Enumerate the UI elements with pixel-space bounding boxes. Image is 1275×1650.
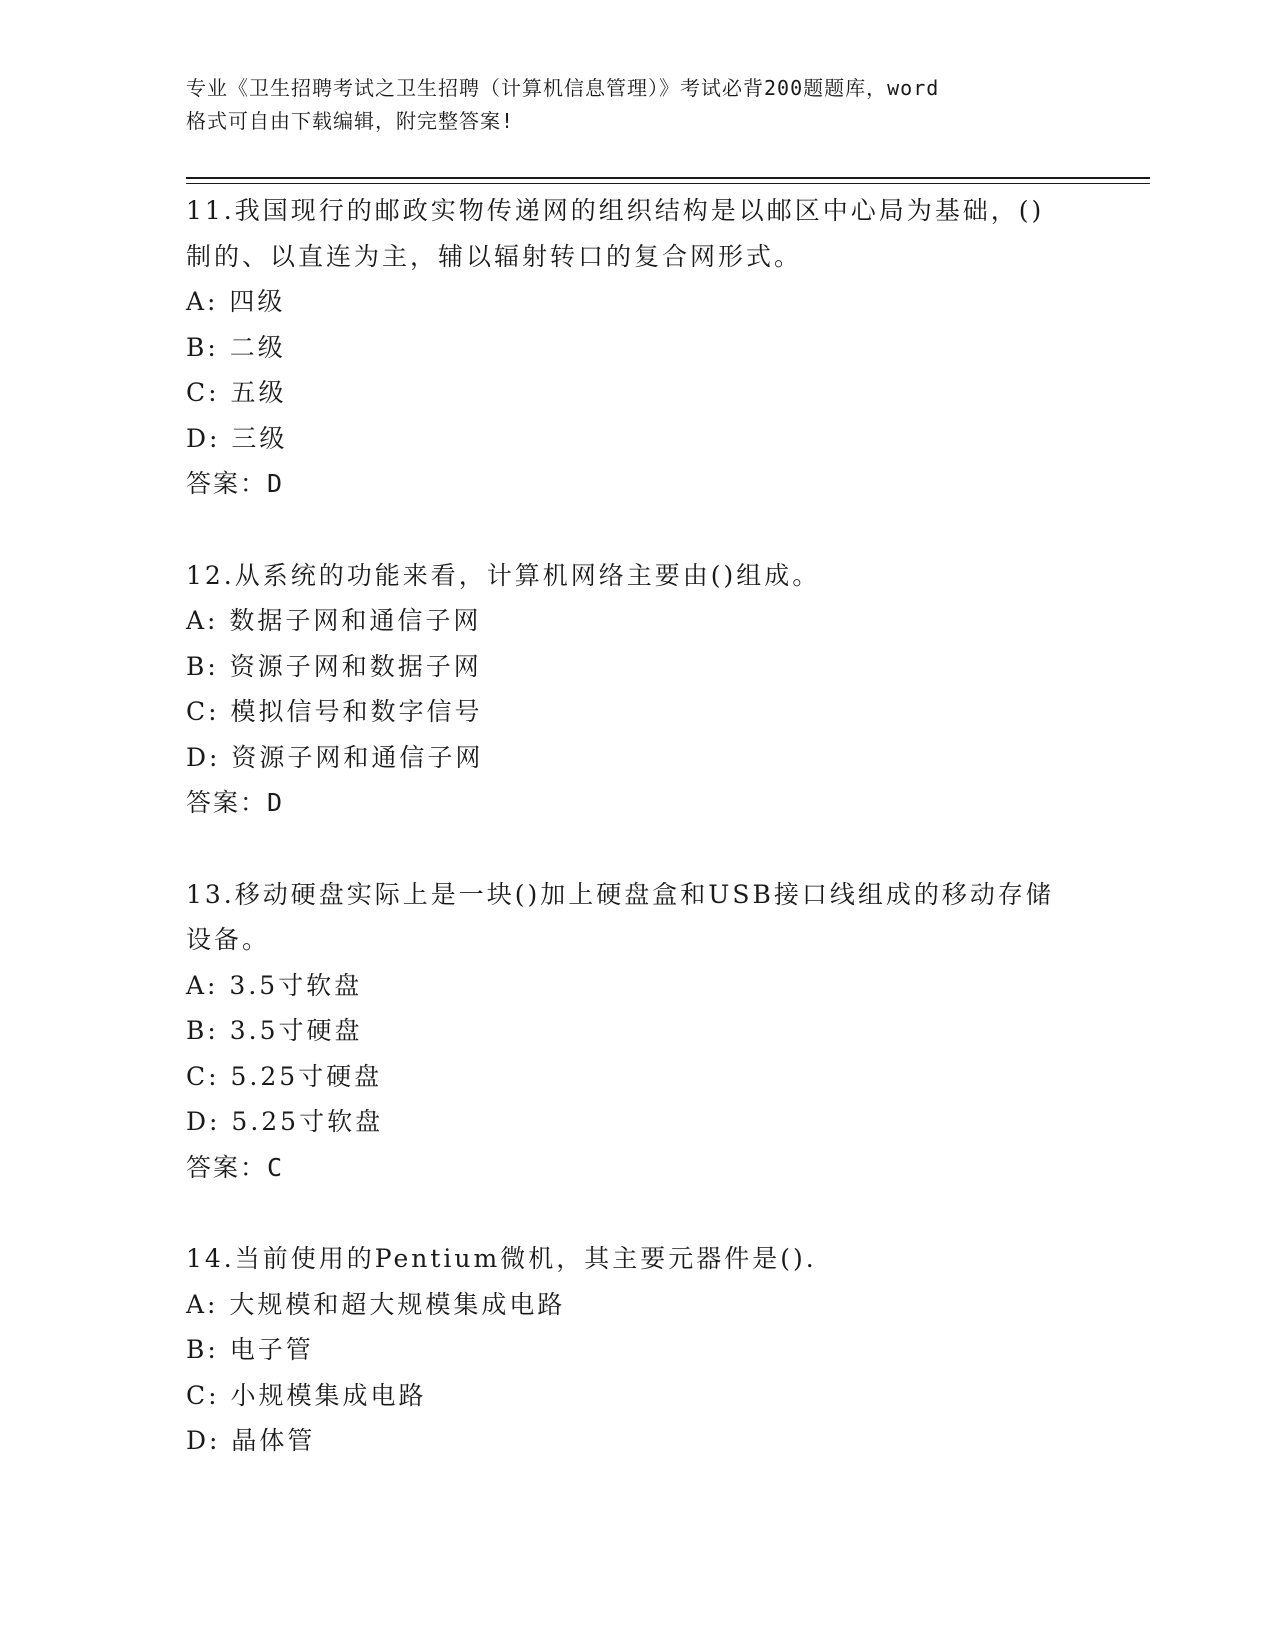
option-b: B: 二级: [186, 332, 286, 362]
option-d: D: 三级: [186, 423, 288, 453]
header-line-2: 格式可自由下载编辑，附完整答案!: [186, 109, 515, 133]
question-11: [186, 188, 1086, 507]
answer-key: 答案：D: [186, 469, 285, 498]
option-b: B: 电子管: [186, 1335, 314, 1364]
option-b: B: 资源子网和数据子网: [186, 651, 482, 681]
option-d: D: 资源子网和通信子网: [186, 742, 484, 772]
option-c: C: 模拟信号和数字信号: [186, 697, 483, 726]
question-stem: 13.移动硬盘实际上是一块()加上硬盘盒和USB接口线组成的移动存储: [186, 879, 1054, 909]
option-c: C: 5.25寸硬盘: [186, 1061, 383, 1091]
header-divider-thin: [186, 183, 1150, 184]
header-divider-thick: [186, 177, 1150, 179]
answer-key: 答案：C: [186, 1152, 285, 1182]
option-c: C: 五级: [186, 378, 287, 407]
answer-key: 答案：D: [186, 788, 285, 817]
document-header: [186, 72, 1086, 138]
option-b: B: 3.5寸硬盘: [186, 1016, 363, 1045]
option-a: A: 四级: [186, 287, 286, 316]
header-line-1: 专业《卫生招聘考试之卫生招聘（计算机信息管理）》考试必背200题题库，word: [186, 76, 940, 100]
question-stem: 12.从系统的功能来看，计算机网络主要由()组成。: [186, 560, 821, 590]
question-12: [186, 553, 1086, 826]
question-stem-continued: 制的、以直连为主，辅以辐射转口的复合网形式。: [186, 241, 803, 271]
option-a: A: 数据子网和通信子网: [186, 606, 482, 635]
option-d: D: 5.25寸软盘: [186, 1107, 384, 1136]
option-a: A: 大规模和超大规模集成电路: [186, 1289, 566, 1319]
question-stem: 14.当前使用的Pentium微机，其主要元器件是().: [186, 1244, 817, 1273]
option-c: C: 小规模集成电路: [186, 1380, 427, 1410]
question-stem: 11.我国现行的邮政实物传递网的组织结构是以邮区中心局为基础，(): [186, 196, 1045, 225]
question-13: [186, 872, 1086, 1191]
question-list: [186, 188, 1086, 1510]
question-14: [186, 1236, 1086, 1464]
option-a: A: 3.5寸软盘: [186, 970, 363, 1000]
option-d: D: 晶体管: [186, 1426, 316, 1455]
question-stem-continued: 设备。: [186, 925, 271, 954]
